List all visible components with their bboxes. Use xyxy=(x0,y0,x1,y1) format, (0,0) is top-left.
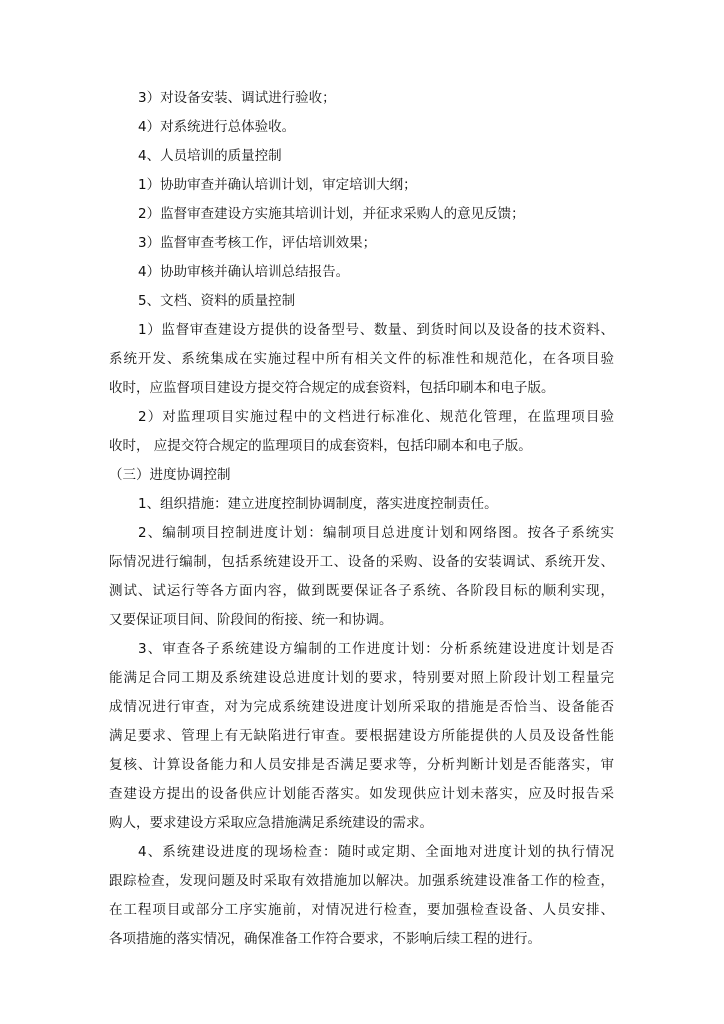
text-line: 4）协助审核并确认培训总结报告。 xyxy=(138,264,350,280)
text-line: 跟踪检查，发现问题及时采取有效措施加以解决。加强系统建设准备工作的检查， xyxy=(109,873,614,889)
text-line: 又要保证项目间、阶段间的衔接、统一和协调。 xyxy=(109,612,393,628)
text-line: 测试、试运行等各方面内容，做到既要保证各子系统、各阶段目标的顺利实现， xyxy=(109,583,614,599)
section-heading: 4、人员培训的质量控制 xyxy=(138,148,282,164)
text-line: 查建设方提出的设备供应计划能否落实。如发现供应计划未落实，应及时报告采 xyxy=(109,786,614,802)
text-line: 购人，要求建设方采取应急措施满足系统建设的需求。 xyxy=(109,815,433,831)
text-line: 际情况进行编制，包括系统建设开工、设备的采购、设备的安装调试、系统开发、 xyxy=(109,554,614,570)
text-line: 成情况进行审查，对为完成系统建设进度计划所采取的措施是否恰当、设备能否 xyxy=(109,699,614,715)
text-line: 系统开发、系统集成在实施过程中所有相关文件的标准性和规范化，在各项目验 xyxy=(109,351,614,367)
text-line: 满足要求、管理上有无缺陷进行审查。要根据建设方所能提供的人员及设备性能 xyxy=(109,728,614,744)
text-line: 1）监督审查建设方提供的设备型号、数量、到货时间以及设备的技术资料、 xyxy=(138,322,614,338)
text-line: 2）监督审查建设方实施其培训计划，并征求采购人的意见反馈； xyxy=(138,206,525,222)
text-line: 1）协助审查并确认培训计划，审定培训大纲； xyxy=(138,177,417,193)
text-line: 收时， 应提交符合规定的监理项目的成套资料，包括印刷本和电子版。 xyxy=(109,438,532,454)
text-line: 能满足合同工期及系统建设总进度计划的要求，特别要对照上阶段计划工程量完 xyxy=(109,670,614,686)
text-line: 收时，应监督项目建设方提交符合规定的成套资料，包括印刷本和电子版。 xyxy=(109,380,555,396)
section-heading: 5、文档、资料的质量控制 xyxy=(138,293,296,309)
text-line: 3）对设备安装、调试进行验收； xyxy=(138,90,336,106)
text-line: 4）对系统进行总体验收。 xyxy=(138,119,296,135)
text-line: 2）对监理项目实施过程中的文档进行标准化、规范化管理，在监理项目验 xyxy=(138,409,614,425)
section-heading: （三）进度协调控制 xyxy=(109,467,231,483)
text-line: 各项措施的落实情况，确保准备工作符合要求，不影响后续工程的进行。 xyxy=(109,931,541,947)
text-line: 4、系统建设进度的现场检查：随时或定期、全面地对进度计划的执行情况 xyxy=(138,844,614,860)
text-line: 3、审查各子系统建设方编制的工作进度计划：分析系统建设进度计划是否 xyxy=(138,641,614,657)
text-line: 2、编制项目控制进度计划：编制项目总进度计划和网络图。按各子系统实 xyxy=(138,525,614,541)
text-line: 3）监督审查考核工作，评估培训效果； xyxy=(138,235,377,251)
text-line: 复核、计算设备能力和人员安排是否满足要求等，分析判断计划是否能落实，审 xyxy=(109,757,614,773)
text-line: 1、组织措施：建立进度控制协调制度，落实进度控制责任。 xyxy=(138,496,498,512)
text-line: 在工程项目或部分工序实施前，对情况进行检查，要加强检查设备、人员安排、 xyxy=(109,902,614,918)
